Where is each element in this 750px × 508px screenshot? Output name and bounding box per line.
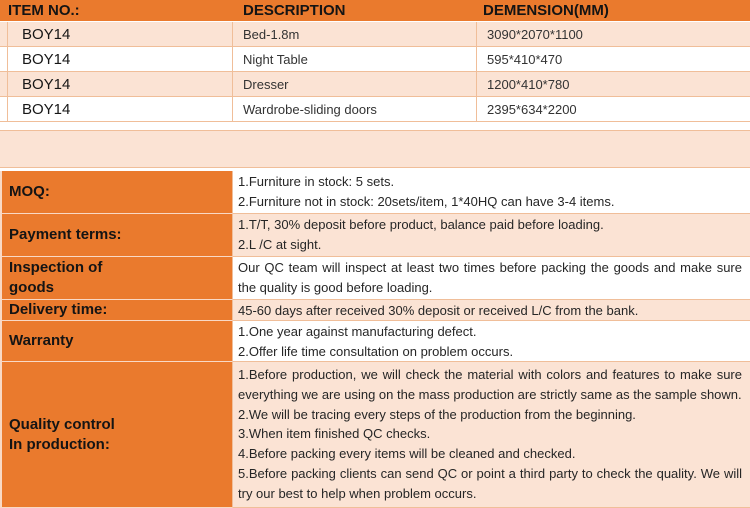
detail-row-warranty — [0, 321, 750, 362]
detail-content-inspection — [233, 257, 750, 300]
col-header-item-no: ITEM NO.: — [8, 2, 80, 19]
detail-label-moq — [0, 171, 233, 214]
detail-row-payment-terms — [0, 214, 750, 257]
dimension-cell: 2395*634*2200 — [476, 97, 750, 121]
detail-content-moq — [233, 171, 750, 214]
detail-label-quality-control — [0, 362, 233, 508]
detail-row-inspection — [0, 257, 750, 300]
label-line: goods — [9, 279, 54, 296]
label-line: Inspection of — [9, 259, 103, 276]
detail-row-quality-control — [0, 362, 750, 508]
grid-margin-cell — [0, 22, 8, 46]
detail-line: 2.Furniture not in stock: 20sets/item, 1*40HQ can have 3-4 items. — [238, 194, 615, 209]
detail-line: 2.Offer life time consultation on problem occurs. — [238, 344, 514, 359]
description-cell: Night Table — [232, 47, 476, 71]
description-cell: Bed-1.8m — [232, 22, 476, 46]
detail-line: 45-60 days after received 30% deposit or received L/C from the bank. — [238, 303, 639, 318]
dimension-cell: 3090*2070*1100 — [476, 22, 750, 46]
description-cell: Wardrobe-sliding doors — [232, 97, 476, 121]
detail-row-moq — [0, 171, 750, 214]
item-no-cell: BOY14 — [22, 75, 71, 93]
item-no-cell: BOY14 — [22, 100, 71, 118]
description-cell: Dresser — [232, 72, 476, 96]
detail-row-delivery-time — [0, 300, 750, 321]
spec-row-dresser — [0, 72, 750, 97]
col-header-dimension: DEMENSION(MM) — [483, 2, 609, 19]
detail-content-quality-control — [233, 362, 750, 508]
label-line: Warranty — [9, 332, 74, 349]
item-no-cell: BOY14 — [22, 25, 71, 43]
detail-line: 1.T/T, 30% deposit before product, balance paid before loading. — [238, 217, 604, 232]
spec-row-bed — [0, 22, 750, 47]
detail-label-payment-terms — [0, 214, 233, 257]
detail-line: 5.Before packing clients can send QC or point a third party to check the quality. We will try our best to help when problem occurs. — [238, 465, 742, 501]
item-no-cell: BOY14 — [22, 50, 71, 68]
detail-content-delivery-time — [233, 300, 750, 321]
detail-line: 3.When item finished QC checks. — [238, 426, 431, 442]
grid-margin-cell — [0, 47, 8, 71]
detail-line: Our QC team will inspect at least two times before packing the goods and make sure the quality is good before loading. — [238, 260, 742, 295]
label-line: Payment terms: — [9, 226, 122, 243]
spec-row-wardrobe — [0, 97, 750, 122]
detail-content-warranty — [233, 321, 750, 362]
label-line: Quality control — [9, 415, 115, 433]
label-line: MOQ: — [9, 183, 50, 200]
detail-line: 2.We will be tracing every steps of the production from the beginning. — [238, 406, 636, 422]
detail-line: 1.One year against manufacturing defect. — [238, 324, 477, 339]
detail-label-warranty — [0, 321, 233, 362]
grid-margin-cell — [0, 72, 8, 96]
detail-line: 4.Before packing every items will be cleaned and checked. — [238, 446, 576, 462]
spec-table-header — [0, 0, 750, 22]
spec-row-night-table — [0, 47, 750, 72]
detail-label-delivery-time — [0, 300, 233, 321]
col-header-description: DESCRIPTION — [243, 2, 346, 19]
detail-line: 2.L /C at sight. — [238, 237, 322, 252]
label-line: In production: — [9, 435, 110, 453]
label-line: Delivery time: — [9, 301, 108, 318]
detail-label-inspection — [0, 257, 233, 300]
detail-line: 1.Furniture in stock: 5 sets. — [238, 174, 395, 189]
detail-line: 1.Before production, we will check the material with colors and features to make sure everything we are using on the mass production are strictly same as the sample shown. — [238, 367, 742, 402]
spacer-band — [0, 130, 750, 168]
dimension-cell: 1200*410*780 — [476, 72, 750, 96]
spacer-white — [0, 122, 750, 130]
grid-margin-cell — [0, 97, 8, 121]
dimension-cell: 595*410*470 — [476, 47, 750, 71]
detail-content-payment-terms — [233, 214, 750, 257]
